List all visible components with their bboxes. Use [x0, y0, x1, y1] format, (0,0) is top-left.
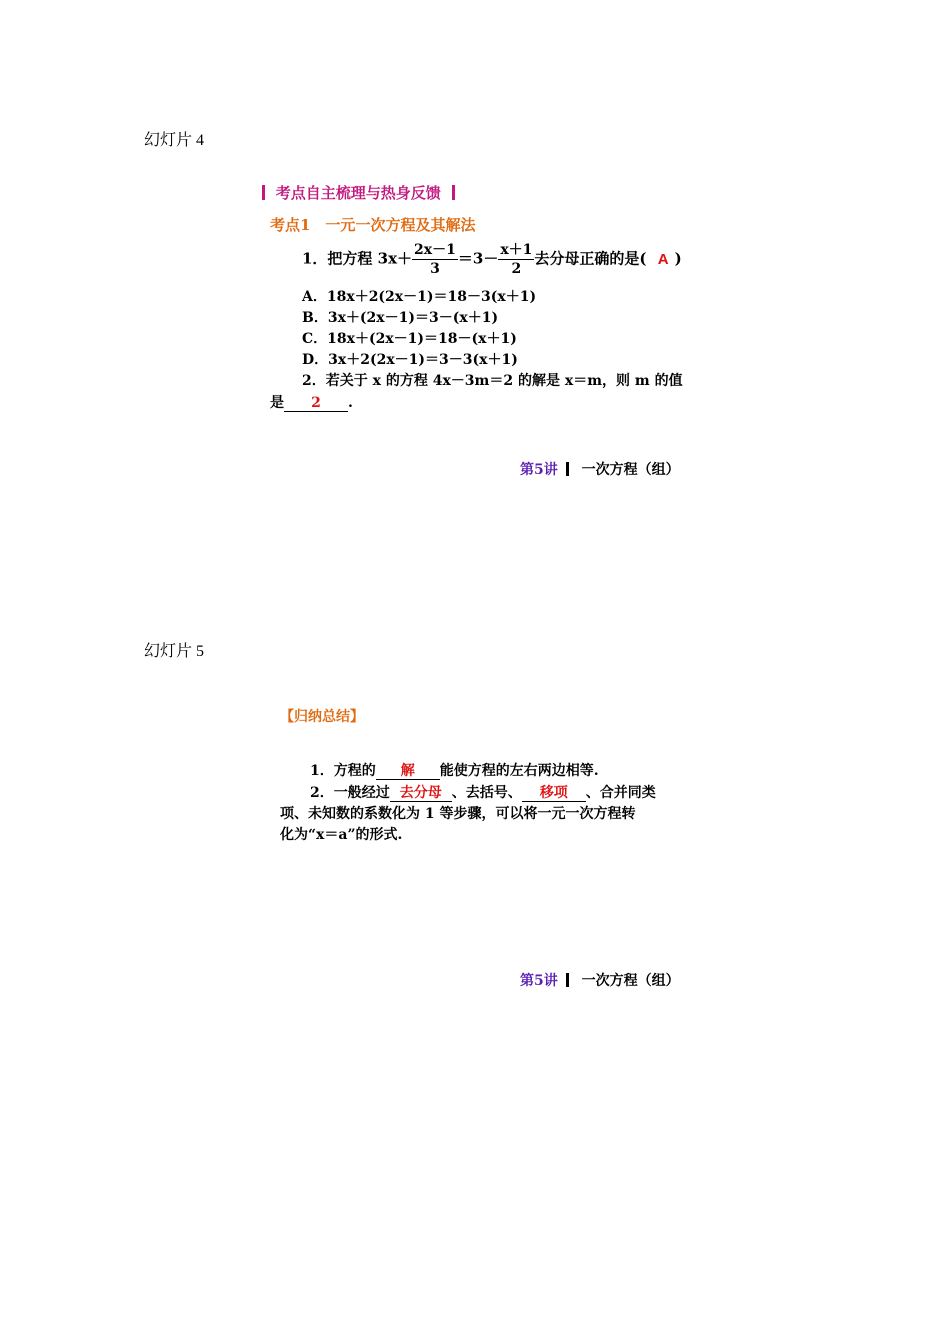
q2-blank — [284, 396, 348, 412]
item2-answer-2: 移项 — [539, 785, 568, 801]
item2-suffix: 、合并同类 — [585, 785, 656, 801]
item1-prefix: 1．方程的 — [310, 763, 376, 779]
option-d: D．3x＋2(2x－1)＝3－3(x＋1) — [302, 352, 518, 368]
summary-header: 【归纳总结】 — [280, 709, 364, 725]
item2-mid: 、去括号、 — [451, 785, 522, 801]
summary-item-2-line1 — [310, 782, 656, 802]
section-header — [262, 182, 455, 203]
section-header-text: 考点自主梳理与热身反馈 — [275, 184, 441, 202]
q2-answer: 2 — [311, 395, 321, 411]
slide5-footer — [520, 970, 680, 990]
item2-blank-1 — [390, 786, 452, 802]
question-2-line1: 2．若关于 x 的方程 4x－3m＝2 的解是 x＝m，则 m 的值 — [302, 373, 683, 389]
lecture-number: 第5讲 — [520, 973, 558, 989]
item2-answer-1: 去分母 — [399, 785, 442, 801]
footer-bar — [566, 462, 569, 476]
q1-suffix: 去分母正确的是( — [534, 249, 647, 268]
item1-suffix: 能使方程的左右两边相等. — [439, 763, 599, 779]
fraction-1-denominator: 3 — [430, 261, 440, 277]
option-a: A．18x＋2(2x－1)＝18－3(x＋1) — [302, 289, 537, 305]
question-1 — [302, 243, 682, 276]
item1-answer: 解 — [400, 763, 415, 779]
header-bar-left — [262, 185, 265, 200]
slide4-footer — [520, 459, 680, 479]
lecture-title: 一次方程（组） — [581, 973, 680, 989]
lecture-title: 一次方程（组） — [581, 462, 680, 478]
slide-label: 幻灯片 5 — [144, 643, 205, 660]
topic-title: 考点1 一元一次方程及其解法 — [270, 216, 476, 234]
fraction-1-numerator: 2x－1 — [414, 242, 456, 258]
q2-suffix: . — [348, 395, 353, 411]
fraction-2-denominator: 2 — [511, 261, 522, 277]
q2-prefix: 是 — [270, 395, 284, 411]
q1-answer: A — [657, 250, 669, 268]
header-bar-right — [452, 185, 455, 200]
summary-item-1 — [310, 760, 599, 780]
item2-prefix: 2．一般经过 — [310, 785, 390, 801]
q1-prefix: 1．把方程 3x＋ — [302, 249, 413, 268]
q1-close: ) — [674, 249, 682, 268]
summary-item-2-line3: 化为“x＝a”的形式. — [280, 827, 403, 843]
q1-mid: ＝3－ — [457, 249, 499, 268]
slide-label: 幻灯片 4 — [144, 132, 205, 149]
fraction-2 — [498, 243, 534, 276]
lecture-number: 第5讲 — [520, 462, 558, 478]
question-2-line2 — [270, 392, 353, 412]
fraction-2-numerator: x＋1 — [500, 242, 533, 258]
item1-blank — [376, 764, 440, 780]
footer-bar — [566, 973, 569, 987]
item2-blank-2 — [522, 786, 586, 802]
option-b: B．3x＋(2x－1)＝3－(x＋1) — [302, 310, 499, 326]
summary-item-2-line2: 项、未知数的系数化为 1 等步骤，可以将一元一次方程转 — [280, 806, 636, 822]
fraction-1 — [412, 243, 458, 276]
option-c: C．18x＋(2x－1)＝18－(x＋1) — [302, 331, 517, 347]
